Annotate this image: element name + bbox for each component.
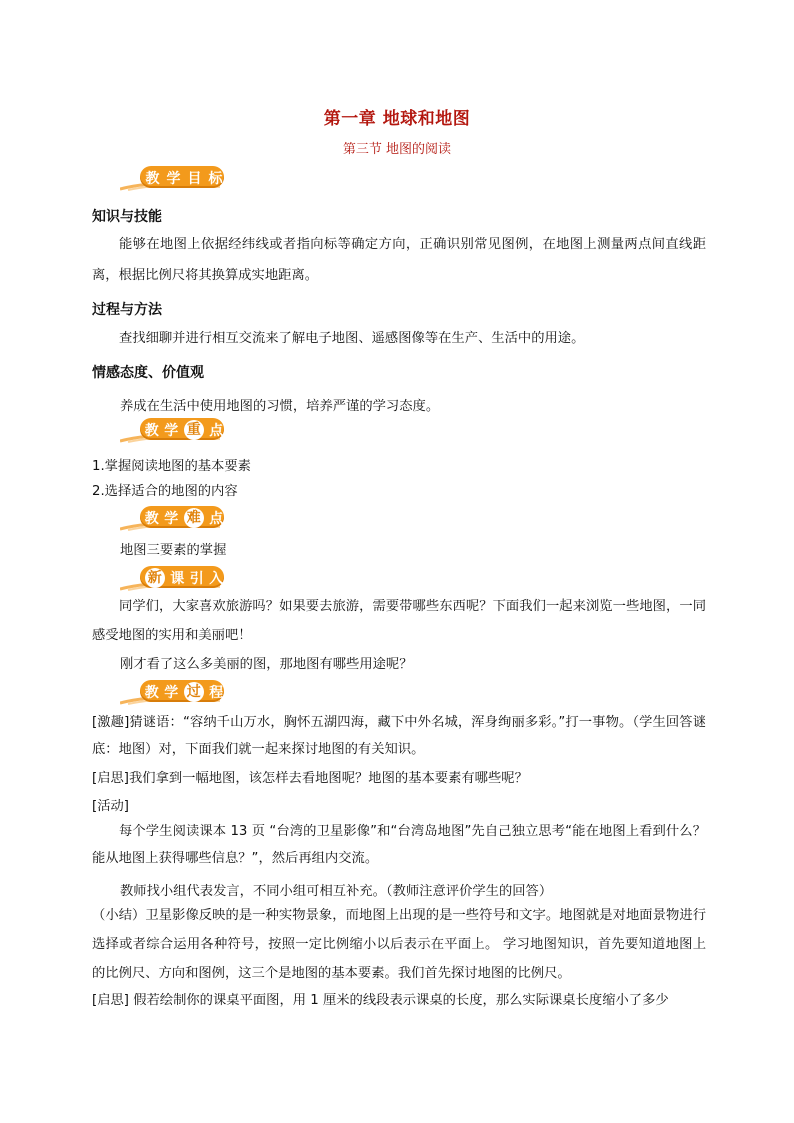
activity-paragraph: 每个学生阅读课本 13 页 “台湾的卫星影像”和“台湾岛地图”先自己独立思考“能在地图上看到什么？能从地图上获得哪些信息？”，然后再组内交流。 [92, 824, 706, 866]
banner-char: 教 [144, 511, 159, 527]
teacher-paragraph: 教师找小组代表发言，不同小组可相互补充。（教师注意评价学生的回答） [120, 884, 553, 899]
key-point-item: 2.选择适合的地图的内容 [92, 484, 238, 499]
banner-char: 新 [145, 568, 165, 588]
knowledge-paragraph: 能够在地图上依据经纬线或者指向标等确定方向，正确识别常见图例，在地图上测量两点间直线距离，根据比例尺将其换算成实地距离。 [92, 237, 706, 283]
banner-char: 学 [164, 511, 179, 527]
heading-attitude: 情感态度、价值观 [92, 365, 204, 381]
difficulty-text: 地图三要素的掌握 [120, 543, 227, 558]
banner-char: 难 [184, 508, 204, 528]
banner-char: 标 [208, 171, 223, 187]
activity-label: [活动] [92, 799, 129, 814]
banner-char: 重 [184, 420, 204, 440]
banner-difficulties [120, 506, 250, 532]
banner-char: 教 [144, 685, 159, 701]
banner-char: 学 [164, 685, 179, 701]
section-subtitle: 第三节 地图的阅读 [342, 142, 452, 157]
banner-char: 教 [145, 171, 160, 187]
banner-char: 学 [164, 423, 179, 439]
banner-char: 教 [144, 423, 159, 439]
banner-char: 过 [184, 682, 204, 702]
banner-char: 入 [209, 571, 224, 587]
banner-intro [120, 566, 250, 592]
think-question-1: [启思]我们拿到一幅地图，该怎样去看地图呢？地图的基本要素有哪些呢？ [92, 771, 528, 786]
banner-key-points [120, 418, 250, 444]
attitude-paragraph: 养成在生活中使用地图的习惯，培养严谨的学习态度。 [120, 399, 440, 414]
summary-paragraph: （小结）卫星影像反映的是一种实物景象，而地图上出现的是一些符号和文字。地图就是对地面景物进行选择或者综合运用各种符号，按照一定比例缩小以后表示在平面上。 学习地图知识，首先要知道地图上的比例尺、方向和图例，这三个是地图的基本要素。我们首先探讨地图的比例尺。 [92, 908, 706, 981]
riddle-paragraph: [激趣]猜谜语：“容纳千山万水，胸怀五湖四海，藏下中外名城，浑身绚丽多彩。”打一事物。（学生回答谜底：地图）对，下面我们就一起来探讨地图的有关知识。 [92, 715, 706, 757]
banner-char: 引 [189, 571, 204, 587]
banner-char: 课 [170, 571, 185, 587]
heading-knowledge: 知识与技能 [92, 209, 162, 225]
think-question-2: [启思] 假若绘制你的课桌平面图，用 1 厘米的线段表示课桌的长度，那么实际课桌长度缩小了多少 [92, 993, 669, 1008]
intro-question: 刚才看了这么多美丽的图，那地图有哪些用途呢？ [120, 657, 413, 672]
key-point-item: 1.掌握阅读地图的基本要素 [92, 459, 251, 474]
banner-char: 点 [209, 511, 224, 527]
method-paragraph: 查找细聊并进行相互交流来了解电子地图、遥感图像等在生产、生活中的用途。 [119, 331, 585, 346]
banner-char: 目 [187, 171, 202, 187]
chapter-title: 第一章 地球和地图 [323, 109, 471, 129]
intro-paragraph: 同学们，大家喜欢旅游吗？如果要去旅游，需要带哪些东西呢？下面我们一起来浏览一些地图，一同感受地图的实用和美丽吧！ [92, 599, 706, 643]
heading-method: 过程与方法 [92, 302, 162, 318]
banner-char: 程 [209, 685, 224, 701]
banner-char: 学 [166, 171, 181, 187]
banner-teaching-goals [120, 166, 250, 192]
banner-char: 点 [209, 423, 224, 439]
banner-process [120, 680, 250, 706]
